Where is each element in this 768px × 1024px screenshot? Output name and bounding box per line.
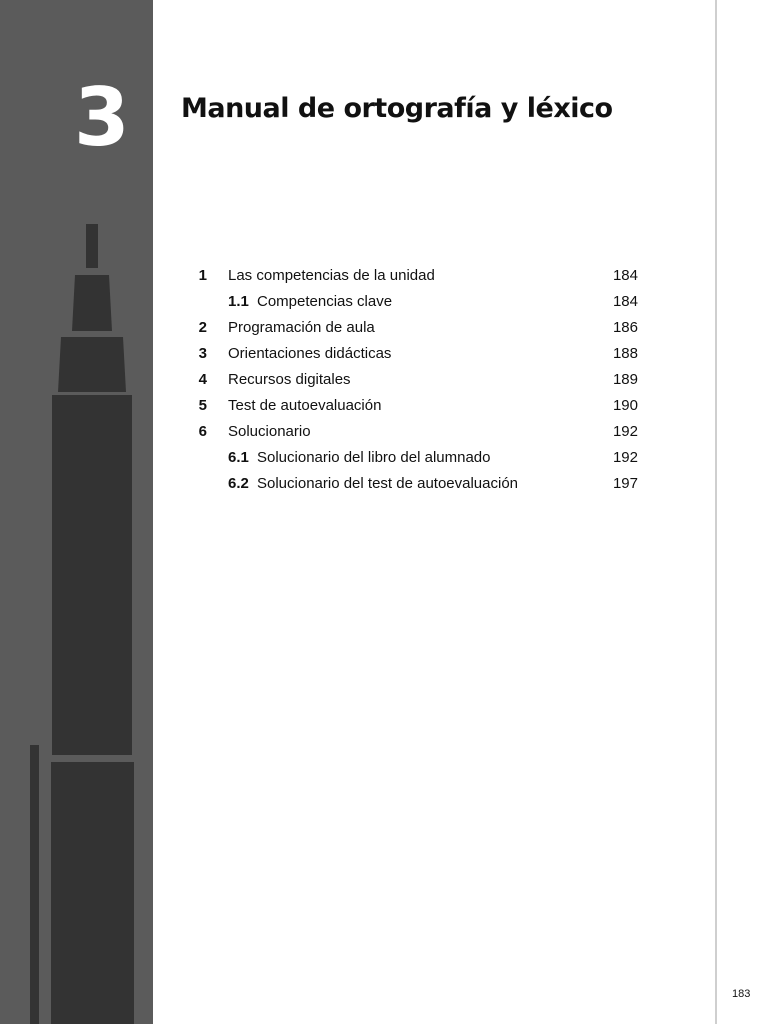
toc-item-number: 5 — [198, 397, 207, 414]
toc-item-page: 184 — [612, 267, 638, 284]
toc-item-label: Programación de aula — [228, 319, 375, 336]
toc-item-label: Recursos digitales — [228, 371, 351, 388]
toc-item-number: 3 — [198, 345, 207, 362]
page-number: 183 — [732, 988, 751, 1000]
toc-item-page: 190 — [612, 397, 638, 414]
toc-item-number: 4 — [198, 371, 207, 388]
toc-item-label: Las competencias de la unidad — [228, 267, 435, 284]
toc-item-page: 192 — [612, 449, 638, 466]
toc-item-page: 197 — [612, 475, 638, 492]
toc-item-page: 186 — [612, 319, 638, 336]
toc-item[interactable] — [180, 367, 640, 393]
toc-item-label: Solucionario — [228, 423, 311, 440]
toc-item-number: 2 — [198, 319, 207, 336]
margin-rule — [715, 0, 717, 1024]
tower-shaft-upper — [52, 395, 132, 755]
chapter-number: 3 — [74, 71, 128, 164]
toc-item-number: 6.2 — [228, 475, 249, 492]
toc-item-page: 189 — [612, 371, 638, 388]
tower-tier-top — [72, 275, 112, 331]
toc-item[interactable] — [180, 393, 640, 419]
toc-item-label: Solucionario del libro del alumnado — [257, 449, 491, 466]
toc-subitem[interactable] — [180, 471, 640, 497]
toc-item[interactable] — [180, 315, 640, 341]
toc-item-page: 188 — [612, 345, 638, 362]
toc-subitem[interactable] — [180, 289, 640, 315]
tower-tier-middle — [58, 337, 126, 392]
toc-item-number: 1 — [198, 267, 207, 284]
toc-item-label: Test de autoevaluación — [228, 397, 382, 414]
toc-item-number: 1.1 — [228, 293, 249, 310]
tower-spire — [86, 224, 98, 268]
toc-item-label: Solucionario del test de autoevaluación — [257, 475, 519, 492]
toc-item-label: Competencias clave — [257, 293, 393, 310]
toc-item-number: 6 — [198, 423, 207, 440]
tower-side-pole — [30, 745, 39, 1024]
chapter-title: Manual de ortografía y léxico — [181, 93, 613, 124]
tower-shaft-lower — [51, 762, 134, 1024]
table-of-contents — [180, 263, 640, 497]
toc-subitem[interactable] — [180, 445, 640, 471]
toc-item-label: Orientaciones didácticas — [228, 345, 392, 362]
toc-item-number: 6.1 — [228, 449, 249, 466]
toc-item[interactable] — [180, 341, 640, 367]
toc-item-page: 192 — [612, 423, 638, 440]
toc-item[interactable] — [180, 419, 640, 445]
toc-item-page: 184 — [612, 293, 638, 310]
toc-item[interactable] — [180, 263, 640, 289]
